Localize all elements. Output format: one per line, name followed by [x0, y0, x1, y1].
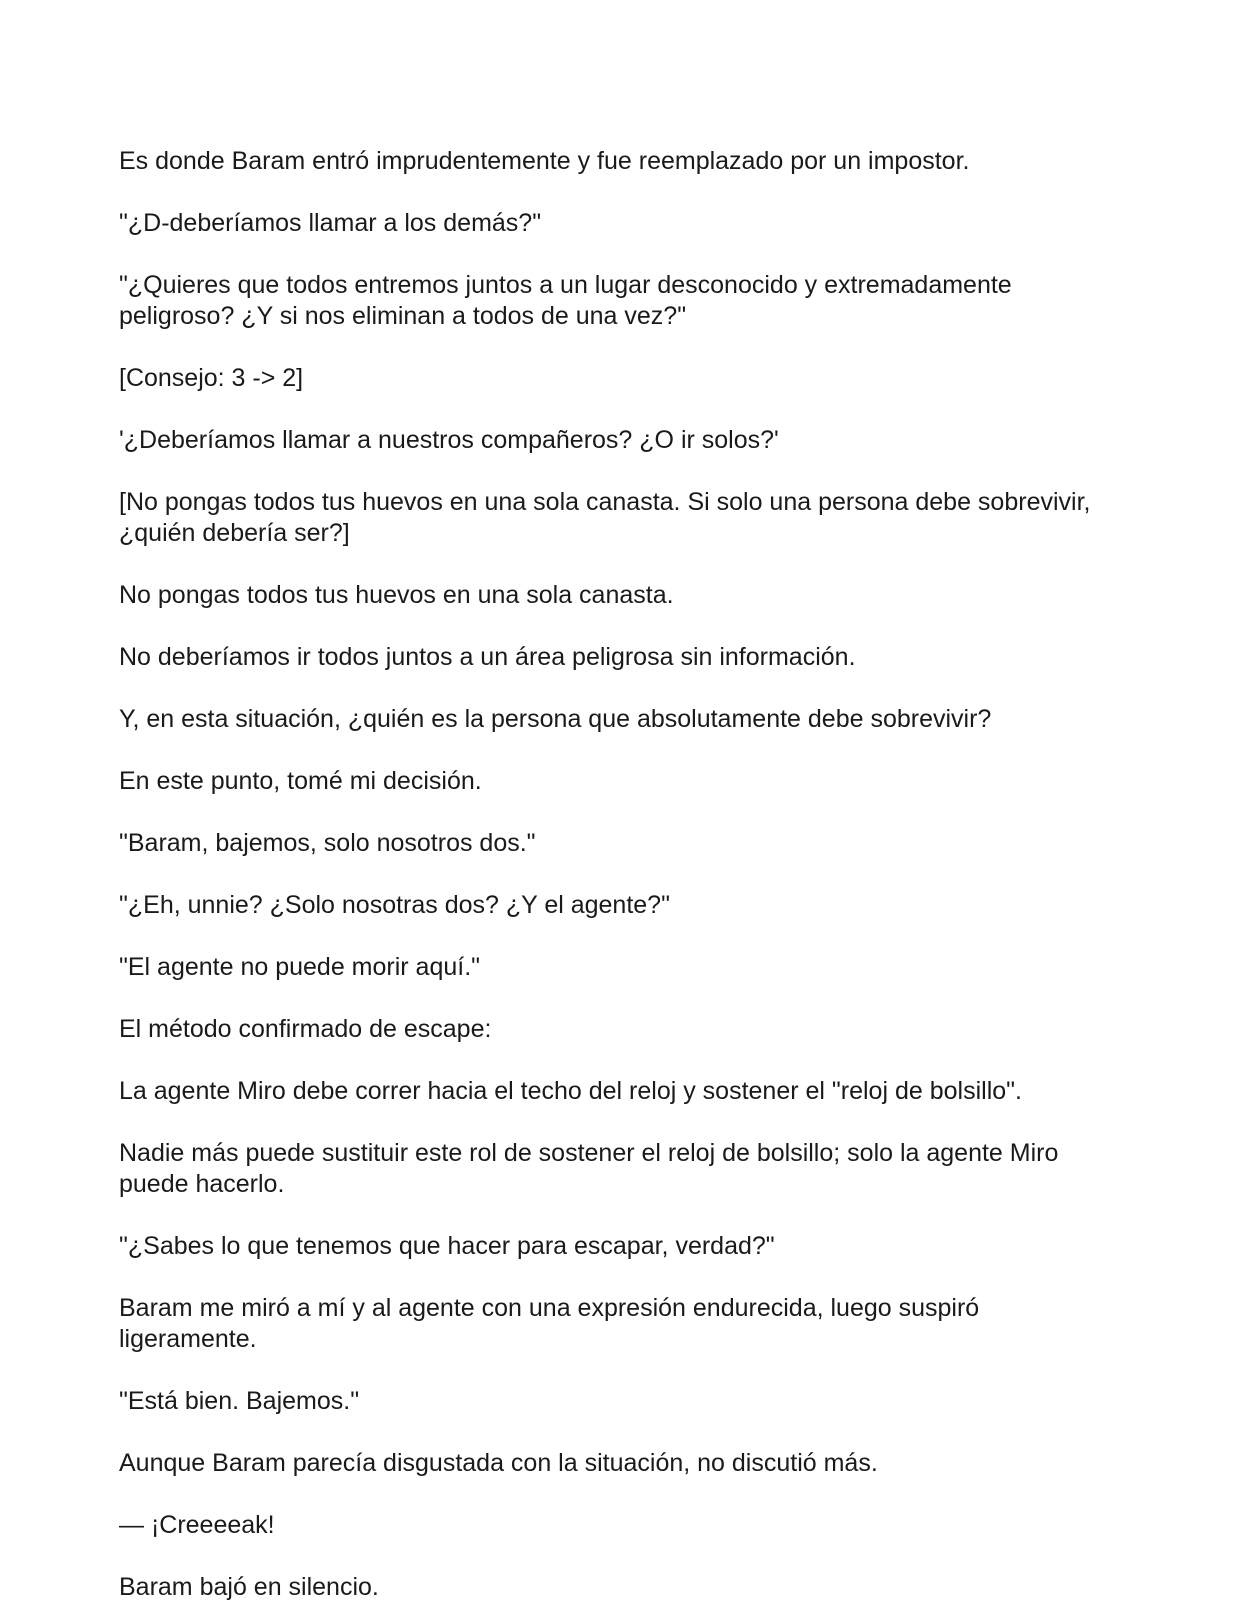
paragraph: La agente Miro debe correr hacia el techo del reloj y sostener el "reloj de bolsillo". — [119, 1077, 1022, 1105]
paragraph: Aunque Baram parecía disgustada con la situación, no discutió más. — [119, 1449, 878, 1477]
paragraph: En este punto, tomé mi decisión. — [119, 767, 482, 795]
paragraph: "Baram, bajemos, solo nosotros dos." — [119, 829, 536, 857]
paragraph: — ¡Creeeeak! — [119, 1511, 275, 1539]
paragraph: "Está bien. Bajemos." — [119, 1387, 360, 1415]
paragraph: No pongas todos tus huevos en una sola canasta. — [119, 581, 674, 609]
paragraph: "¿Eh, unnie? ¿Solo nosotras dos? ¿Y el agente?" — [119, 891, 670, 919]
paragraph: '¿Deberíamos llamar a nuestros compañeros? ¿O ir solos?' — [119, 426, 779, 454]
paragraph: Baram me miró a mí y al agente con una expresión endurecida, luego suspiró ligeramente. — [119, 1294, 980, 1353]
paragraph: [Consejo: 3 -> 2] — [119, 364, 304, 392]
paragraph: El método confirmado de escape: — [119, 1015, 492, 1043]
paragraph: Es donde Baram entró imprudentemente y fue reemplazado por un impostor. — [119, 147, 970, 175]
paragraph: "El agente no puede morir aquí." — [119, 953, 481, 981]
paragraph: "¿D-deberíamos llamar a los demás?" — [119, 209, 542, 237]
document-body — [119, 146, 1104, 1603]
paragraph: [No pongas todos tus huevos en una sola canasta. Si solo una persona debe sobrevivir, ¿quién debería ser?] — [119, 488, 1091, 547]
paragraph: Nadie más puede sustituir este rol de sostener el reloj de bolsillo; solo la agente Miro puede hacerlo. — [119, 1139, 1059, 1198]
paragraph: "¿Quieres que todos entremos juntos a un lugar desconocido y extremadamente peligroso? ¿Y si nos eliminan a todos de una vez?" — [119, 271, 1012, 330]
paragraph: No deberíamos ir todos juntos a un área peligrosa sin información. — [119, 643, 856, 671]
paragraph: Baram bajó en silencio. — [119, 1573, 379, 1601]
paragraph: Y, en esta situación, ¿quién es la persona que absolutamente debe sobrevivir? — [119, 705, 992, 733]
paragraph: "¿Sabes lo que tenemos que hacer para escapar, verdad?" — [119, 1232, 775, 1260]
